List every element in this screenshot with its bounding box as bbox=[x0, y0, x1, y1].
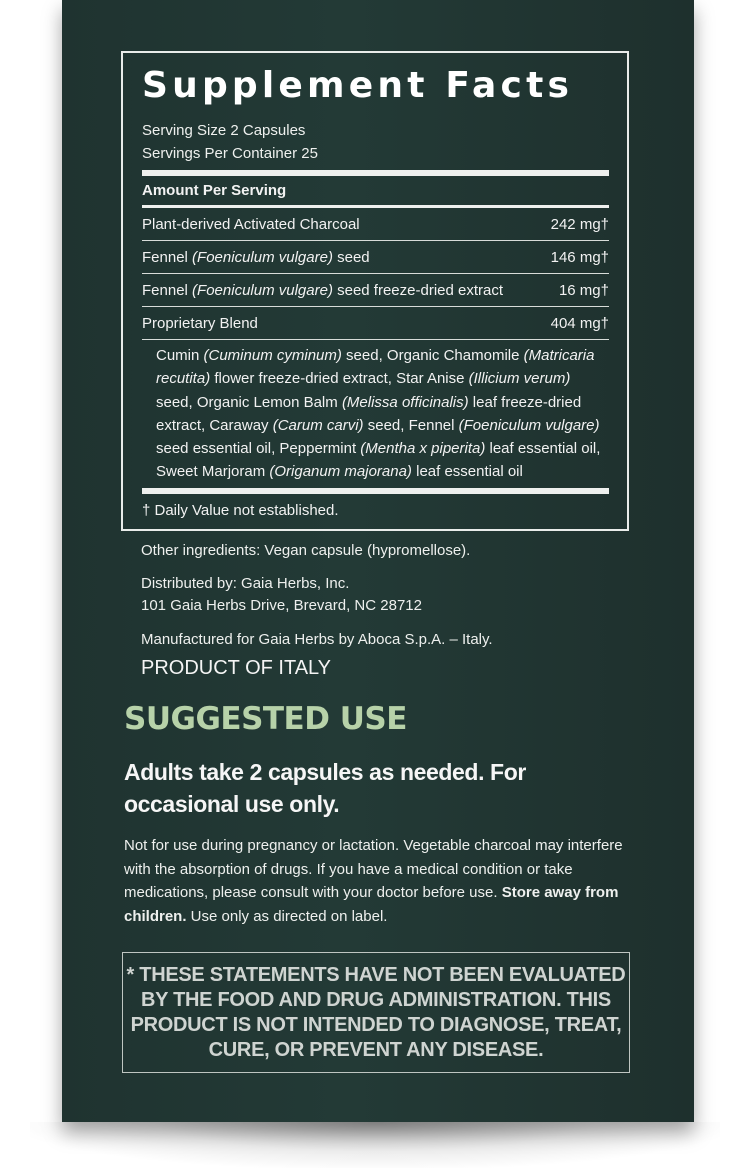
blend-text: seed, Organic Chamomile bbox=[341, 347, 524, 364]
ingredient-amount: 146 mg† bbox=[550, 248, 609, 266]
other-ingredients: Other ingredients: Vegan capsule (hypromellose). bbox=[141, 542, 471, 559]
serving-info bbox=[142, 119, 609, 165]
facts-row-charcoal bbox=[142, 208, 609, 240]
blend-text: leaf freeze-dried extract, Caraway bbox=[156, 393, 582, 434]
ingredient-name: Fennel (Foeniculum vulgare) seed bbox=[142, 248, 370, 266]
botanical-name: (Illicium verum) bbox=[468, 370, 571, 388]
ingredient-amount: 404 mg† bbox=[550, 314, 609, 332]
botanical-name: (Cuminum cyminum) bbox=[203, 347, 342, 364]
botanical-name: (Carum carvi) bbox=[272, 416, 364, 434]
disclaimer-line: BY THE FOOD AND DRUG ADMINISTRATION. THIS bbox=[141, 989, 611, 1011]
box-floor-shadow bbox=[30, 1122, 720, 1168]
botanical-name: (Foeniculum vulgare) bbox=[458, 416, 600, 434]
servings-per-container: Servings Per Container 25 bbox=[142, 145, 318, 162]
proprietary-blend-ingredients bbox=[142, 340, 609, 483]
manufacturer-info: Manufactured for Gaia Herbs by Aboca S.p.A. – Italy. bbox=[141, 631, 493, 648]
ingredient-amount: 16 mg† bbox=[558, 281, 609, 299]
supplement-facts-panel bbox=[121, 51, 629, 531]
ingredient-name: Plant-derived Activated Charcoal bbox=[142, 215, 360, 233]
suggested-use-heading: SUGGESTED USE bbox=[124, 701, 407, 737]
ingredient-amount: 242 mg† bbox=[550, 215, 609, 233]
ingredient-name: Fennel (Foeniculum vulgare) seed freeze-dried extract bbox=[142, 281, 504, 299]
ingredient-name: Proprietary Blend bbox=[142, 314, 258, 332]
country-of-origin: PRODUCT OF ITALY bbox=[141, 657, 332, 679]
botanical-name: (Matricaria recutita) bbox=[156, 347, 595, 388]
fda-disclaimer-box bbox=[122, 952, 630, 1073]
blend-text: seed, Fennel bbox=[363, 416, 459, 434]
disclaimer-line: * THESE STATEMENTS HAVE NOT BEEN EVALUATED bbox=[126, 964, 626, 986]
blend-text: Cumin bbox=[156, 347, 204, 364]
botanical-name: (Mentha x piperita) bbox=[360, 440, 486, 458]
blend-text: seed essential oil, Peppermint bbox=[156, 440, 361, 458]
disclaimer-line: PRODUCT IS NOT INTENDED TO DIAGNOSE, TREAT, bbox=[130, 1014, 622, 1036]
storage-warning: Store away from children. bbox=[124, 884, 619, 925]
blend-text: leaf essential oil, Sweet Marjoram bbox=[156, 440, 601, 481]
amount-per-serving-header: Amount Per Serving bbox=[142, 182, 287, 199]
disclaimer-line: CURE, OR PREVENT ANY DISEASE. bbox=[208, 1039, 544, 1061]
distributor-address: 101 Gaia Herbs Drive, Brevard, NC 28712 bbox=[141, 597, 422, 614]
facts-row-fennel-extract bbox=[142, 274, 609, 306]
blend-text: leaf essential oil bbox=[411, 463, 523, 481]
supplement-facts-title: Supplement Facts bbox=[142, 65, 574, 106]
warnings-text: Not for use during pregnancy or lactation. Vegetable charcoal may interfere with the absorption of drugs. If you have a medical condition or take medications, please consult with your doctor before use. Store away from children. Use only as directed on label. bbox=[124, 837, 623, 925]
distributor-info bbox=[141, 573, 641, 617]
blend-text: seed, Organic Lemon Balm bbox=[156, 393, 342, 411]
facts-row-fennel-seed bbox=[142, 241, 609, 273]
botanical-name: (Melissa officinalis) bbox=[341, 393, 469, 411]
distributor-name: Distributed by: Gaia Herbs, Inc. bbox=[141, 575, 350, 592]
facts-row-proprietary-blend bbox=[142, 307, 609, 339]
suggested-use-dosage: Adults take 2 capsules as needed. For occasional use only. bbox=[124, 759, 526, 817]
thick-divider bbox=[142, 488, 609, 494]
serving-size: Serving Size 2 Capsules bbox=[142, 122, 306, 139]
blend-text: flower freeze-dried extract, Star Anise bbox=[210, 370, 469, 388]
botanical-name: (Origanum majorana) bbox=[269, 463, 412, 481]
daily-value-note: † Daily Value not established. bbox=[142, 502, 339, 519]
